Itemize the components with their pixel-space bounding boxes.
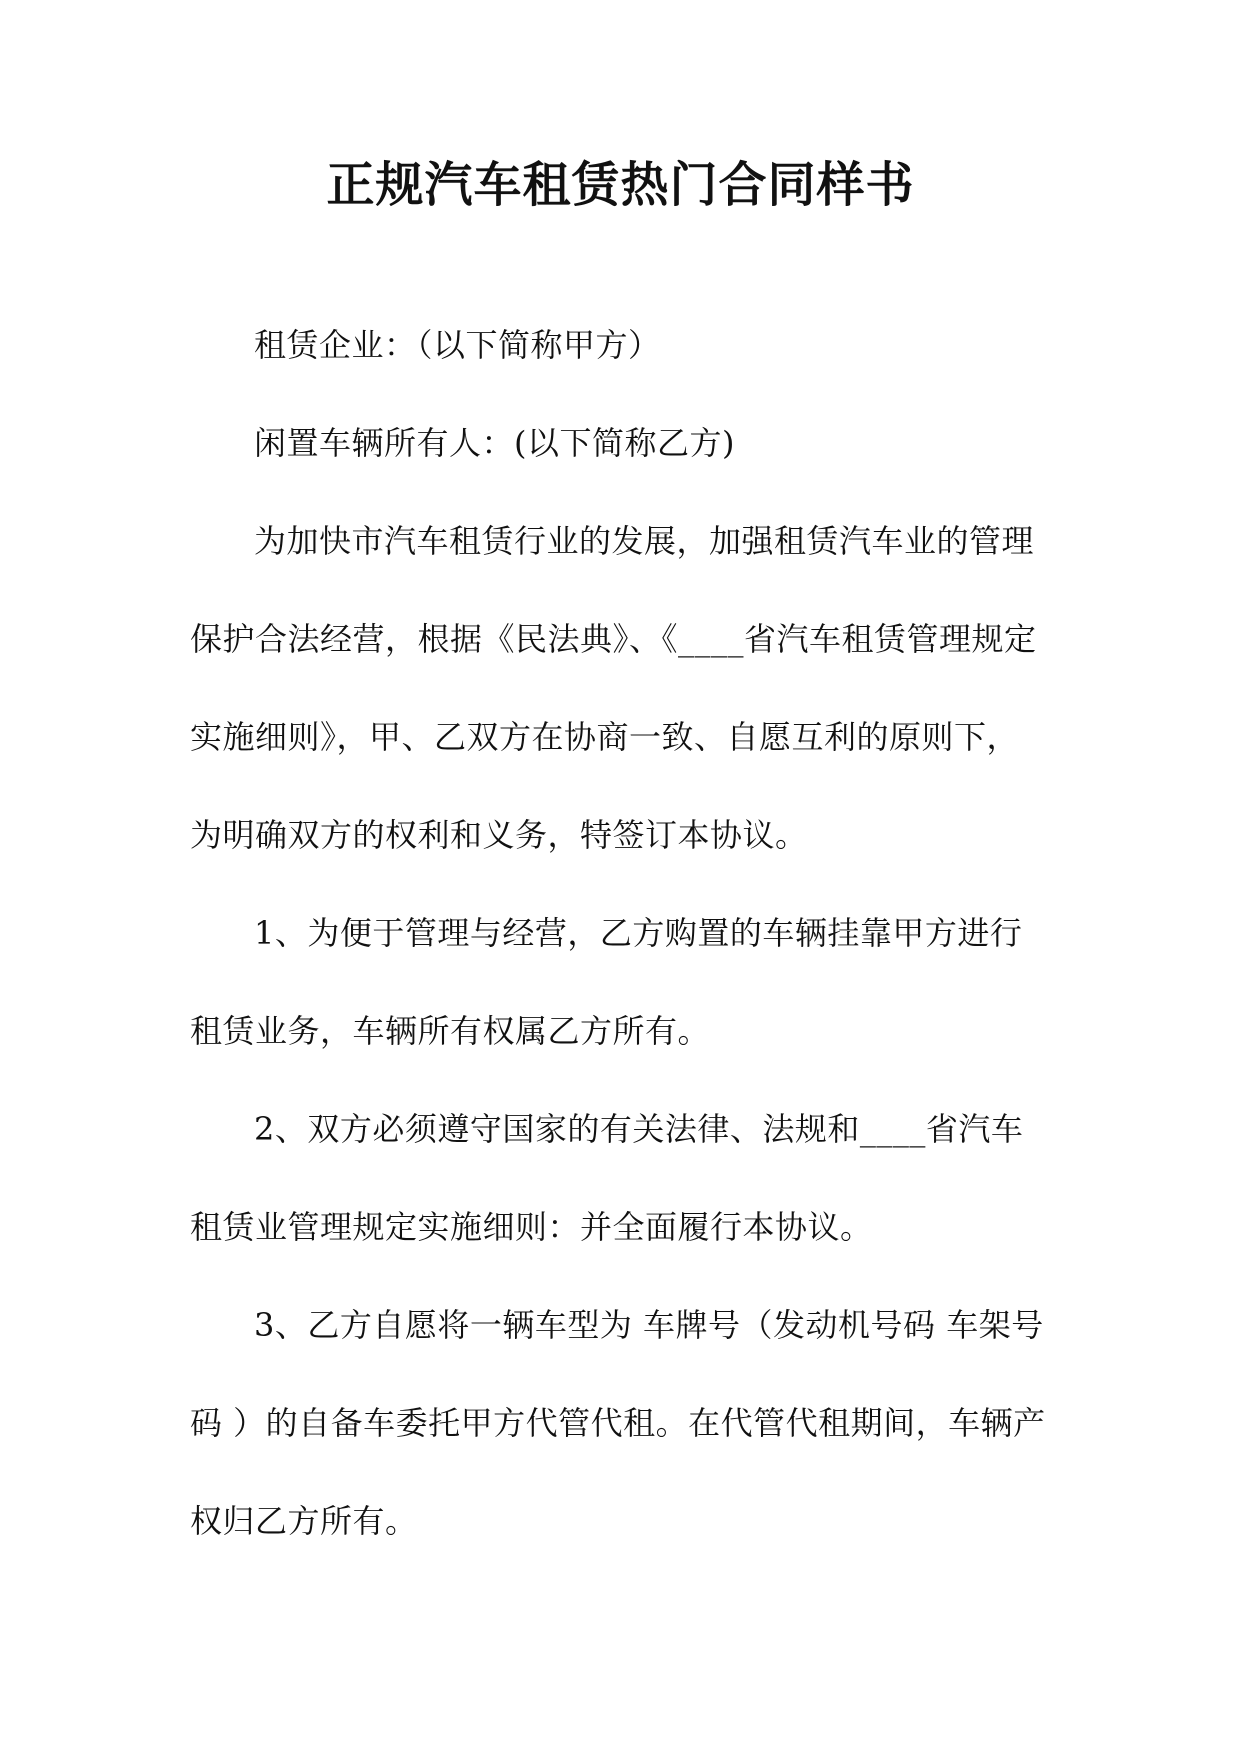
document-body [190,296,1050,1570]
paragraph-clause-3: 3、乙方自愿将一辆车型为 车牌号（发动机号码 车架号码 ）的自备车委托甲方代管代租。在代管代租期间，车辆产权归乙方所有。 [190,1306,1046,1540]
paragraph-preamble: 为加快市汽车租赁行业的发展，加强租赁汽车业的管理保护合法经营，根据《民法典》、《____省汽车租赁管理规定实施细则》，甲、乙双方在协商一致、自愿互利的原则下，为明确双方的权利和义务，特签订本协议。 [190,522,1037,854]
paragraph-lessor: 租赁企业：（以下简称甲方） [254,326,661,364]
document-title: 正规汽车租赁热门合同样书 [326,157,915,213]
paragraph-clause-1: 1、为便于管理与经营，乙方购置的车辆挂靠甲方进行租赁业务，车辆所有权属乙方所有。 [190,914,1023,1050]
paragraph-clause-2: 2、双方必须遵守国家的有关法律、法规和____省汽车租赁业管理规定实施细则：并全面履行本协议。 [190,1110,1024,1246]
paragraph-vehicle-owner: 闲置车辆所有人：(以下简称乙方) [254,424,735,462]
